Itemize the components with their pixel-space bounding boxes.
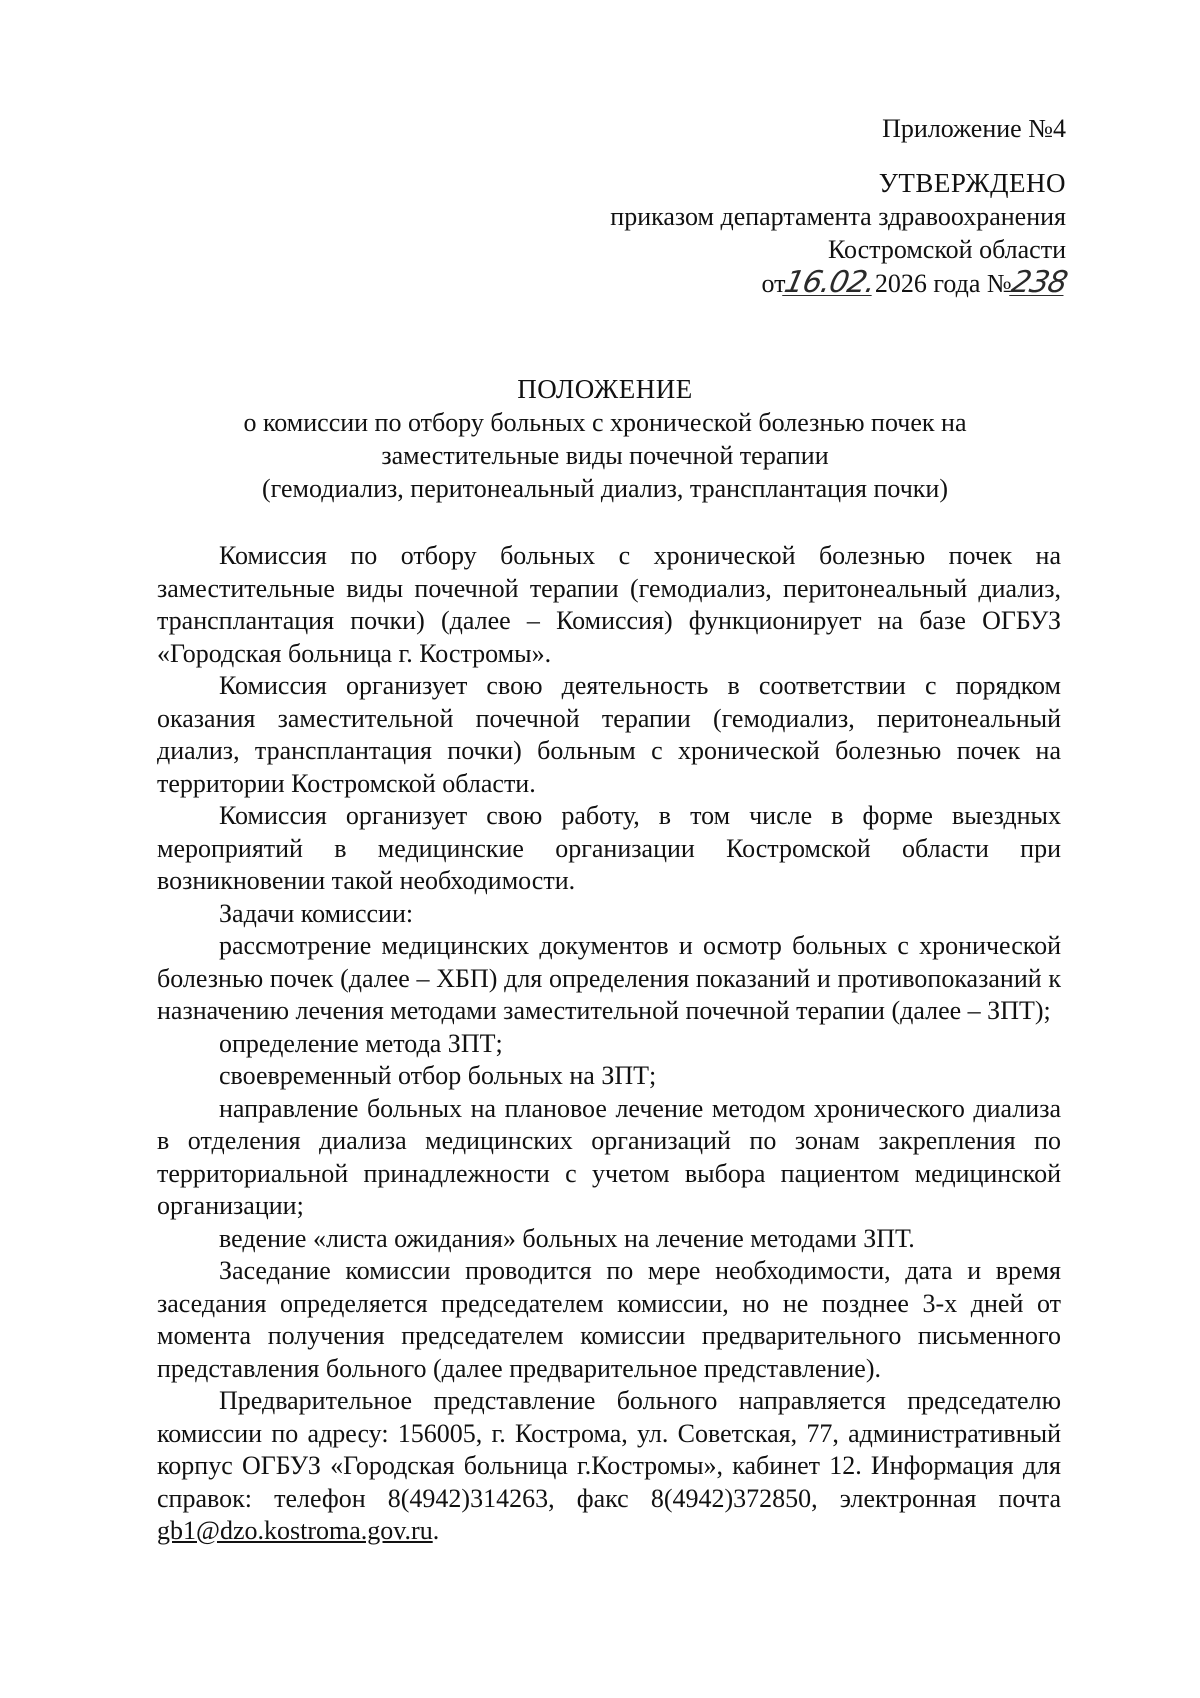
paragraph-commission-work: Комиссия организует свою работу, в том числе в форме выездных мероприятий в медицинские организации Костромской области при возникновении такой необходимости. (157, 801, 1061, 895)
task-item-method: определение метода ЗПТ; (219, 1028, 503, 1058)
task-item-waiting-list: ведение «листа ожидания» больных на лечение методами ЗПТ. (219, 1223, 915, 1253)
email-link[interactable]: gb1@dzo.kostroma.gov.ru (157, 1516, 433, 1545)
order-issuer-line2: Костромской области (827, 235, 1066, 264)
task-item-referral: направление больных на плановое лечение методом хронического диализа в отделения диализа медицинских организаций по зонам закрепления по территориальной принадлежности с учетом выбора пациентом медицинской организации; (157, 1093, 1061, 1220)
document-body (157, 540, 1061, 1548)
order-date-number-line (466, 265, 1070, 300)
contacts-text: Предварительное представление больного направляется председателю комиссии по адресу: 156005, г. Кострома, ул. Советская, 77, административный корпус ОГБУЗ «Городская больница г.Костромы», кабинет 12. Информация для справок: телефон 8(4942)314263, факс 8(4942)372850, электронная почта (157, 1386, 1061, 1513)
order-issuer-line1: приказом департамента здравоохранения (610, 202, 1066, 231)
document-title-block (150, 373, 1060, 505)
title-line-1: о комиссии по отбору больных с хронической болезнью почек на (243, 408, 967, 437)
paragraph-tasks-heading: Задачи комиссии: (219, 898, 414, 928)
paragraph-contacts (157, 1385, 1061, 1548)
document-title: ПОЛОЖЕНИЕ (517, 374, 693, 404)
handwritten-order-number: 238 (1008, 265, 1070, 300)
contacts-end: . (432, 1516, 440, 1545)
title-line-2: заместительные виды почечной терапии (381, 441, 829, 470)
handwritten-date: 16.02. (781, 265, 879, 300)
task-item-review: рассмотрение медицинских документов и осмотр больных с хронической болезнью почек (далее – ХБП) для определения показаний и противопоказаний к назначению лечения методами заместительной почечной терапии (далее – ЗПТ); (157, 931, 1061, 1025)
annex-number: Приложение №4 (882, 114, 1066, 143)
paragraph-commission-base: Комиссия по отбору больных с хронической болезнью почек на заместительные виды почечной терапии (гемодиализ, перитонеальный диализ, трансплантация почки) (далее – Комиссия) функционирует на базе ОГБУЗ «Городская больница г. Костромы». (157, 541, 1061, 668)
paragraph-commission-activity: Комиссия организует свою деятельность в соответствии с порядком оказания заместительной почечной терапии (гемодиализ, перитонеальный диализ, трансплантация почки) больным с хронической болезнью почек на территории Костромской области. (157, 671, 1061, 798)
title-line-3: (гемодиализ, перитонеальный диализ, трансплантация почки) (262, 474, 948, 503)
date-suffix: 2026 года № (874, 269, 1012, 298)
date-prefix: от (761, 269, 786, 298)
approval-header (466, 112, 1070, 300)
task-item-selection: своевременный отбор больных на ЗПТ; (219, 1061, 657, 1090)
approved-stamp-text: УТВЕРЖДЕНО (878, 168, 1066, 198)
paragraph-meeting: Заседание комиссии проводится по мере необходимости, дата и время заседания определяется председателем комиссии, но не позднее 3-х дней от момента получения председателем комиссии предварительного письменного представления больного (далее предварительное представление). (157, 1256, 1061, 1383)
